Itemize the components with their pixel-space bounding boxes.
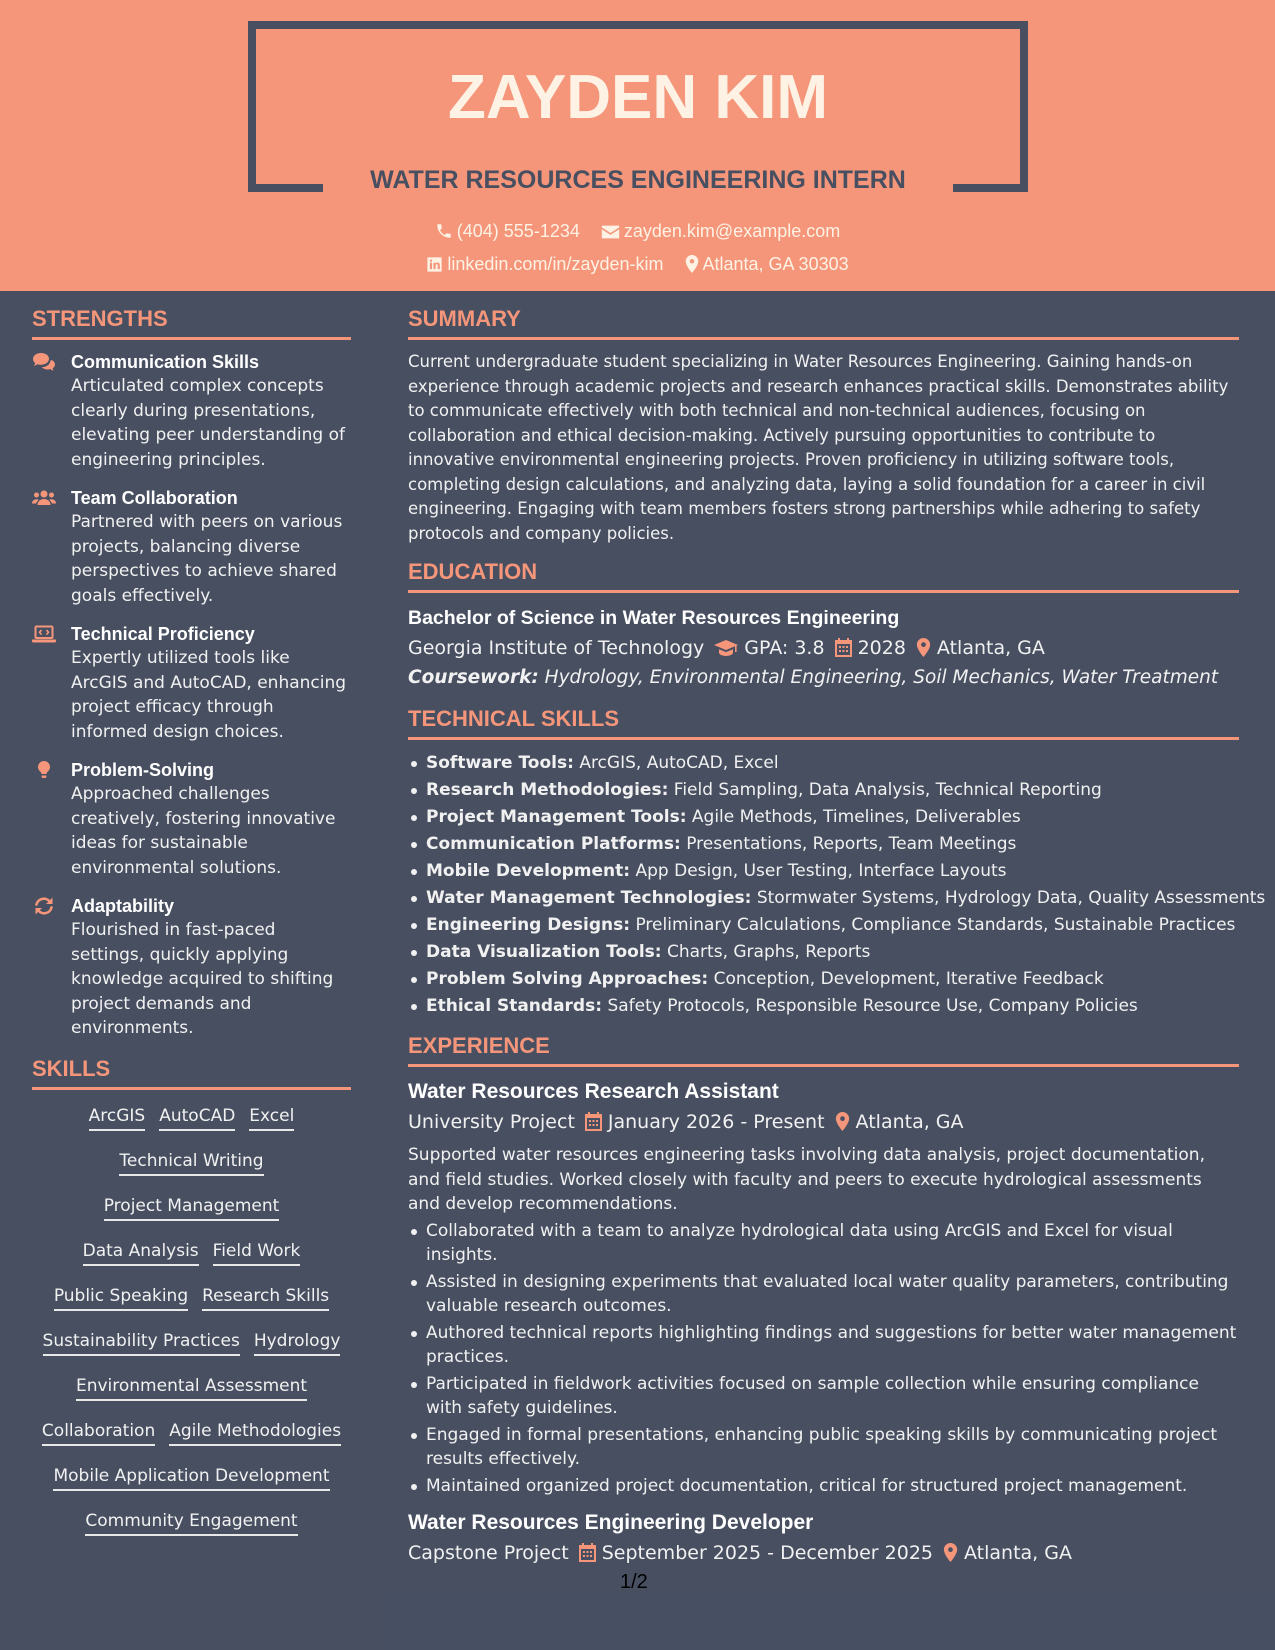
strength-desc: Approached challenges creatively, fostering innovative ideas for sustainable environmental solutions. — [71, 784, 336, 878]
skill-row — [32, 1505, 351, 1550]
skill-category: Engineering Designs: — [426, 915, 631, 935]
strength-desc: Partnered with peers on various projects, balancing diverse perspectives to achieve shared goals effectively. — [71, 512, 343, 606]
education-location: Atlanta, GA — [936, 637, 1045, 659]
list-item — [408, 750, 1239, 777]
skill-values: Conception, Development, Iterative Feedback — [713, 969, 1104, 989]
skill-row — [32, 1325, 351, 1370]
skill-tag: Field Work — [213, 1239, 301, 1266]
skill-values: Agile Methods, Timelines, Deliverables — [691, 807, 1021, 827]
strength-title: Problem-Solving — [71, 760, 215, 780]
skill-values: Charts, Graphs, Reports — [667, 942, 871, 962]
calendar-icon — [835, 638, 852, 657]
skill-values: Preliminary Calculations, Compliance Standards, Sustainable Practices — [635, 915, 1236, 935]
skill-values: ArcGIS, AutoCAD, Excel — [579, 753, 779, 773]
skill-category: Project Management Tools: — [426, 807, 687, 827]
list-item — [408, 858, 1239, 885]
list-item — [408, 885, 1266, 912]
skill-tag: Community Engagement — [85, 1509, 297, 1536]
skill-row — [32, 1235, 351, 1280]
strength-item — [32, 350, 351, 472]
map-marker-icon — [943, 1543, 958, 1562]
strength-desc: Expertly utilized tools like ArcGIS and AutoCAD, enhancing project efficacy through informed design choices. — [71, 648, 347, 742]
education-heading: EDUCATION — [408, 558, 1239, 593]
skill-tag: Research Skills — [202, 1284, 329, 1311]
skill-values: Field Sampling, Data Analysis, Technical Reporting — [673, 780, 1102, 800]
skill-category: Communication Platforms: — [426, 834, 681, 854]
skill-category: Ethical Standards: — [426, 996, 603, 1016]
strength-item — [32, 486, 351, 608]
technical-skills-heading: TECHNICAL SKILLS — [408, 705, 1239, 740]
gpa: GPA: 3.8 — [744, 637, 825, 659]
degree: Bachelor of Science in Water Resources Engineering — [408, 607, 900, 629]
education-meta — [408, 633, 1239, 663]
skill-tag: Mobile Application Development — [53, 1464, 329, 1491]
skill-tag: Data Analysis — [83, 1239, 199, 1266]
location-contact — [685, 254, 849, 275]
list-item — [408, 993, 1239, 1020]
skill-row — [32, 1370, 351, 1415]
list-item — [408, 966, 1239, 993]
job-org: Capstone Project — [408, 1542, 569, 1564]
contact-row-1 — [0, 221, 1275, 242]
phone-icon — [435, 222, 453, 240]
coursework-list: Hydrology, Environmental Engineering, Soil Mechanics, Water Treatment — [544, 667, 1219, 688]
skill-category: Water Management Technologies: — [426, 888, 752, 908]
location-text: Atlanta, GA 30303 — [702, 254, 849, 274]
list-item — [408, 831, 1239, 858]
map-marker-icon — [685, 255, 699, 273]
skill-tag: Agile Methodologies — [169, 1419, 341, 1446]
strength-title: Technical Proficiency — [71, 624, 255, 644]
coursework-label: Coursework: — [408, 667, 539, 688]
linkedin-text: linkedin.com/in/zayden-kim — [447, 254, 664, 274]
job-meta — [408, 1107, 1239, 1137]
calendar-icon — [585, 1112, 602, 1131]
skill-row — [32, 1280, 351, 1325]
skill-tag: Environmental Assessment — [76, 1374, 307, 1401]
candidate-name: ZAYDEN KIM — [447, 63, 829, 132]
skill-row — [32, 1190, 351, 1235]
skill-values: App Design, User Testing, Interface Layouts — [635, 861, 1007, 881]
contact-row-2 — [0, 254, 1275, 275]
page-indicator: 1/2 — [620, 1571, 648, 1593]
laptop-code-icon — [32, 624, 56, 644]
list-item: Maintained organized project documentation, critical for structured project management. — [408, 1474, 1239, 1499]
strength-item — [32, 758, 351, 880]
list-item — [408, 804, 1239, 831]
list-item: Participated in fieldwork activities focused on sample collection while ensuring compliance with safety guidelines. — [408, 1372, 1239, 1421]
skill-row — [32, 1460, 351, 1505]
skill-values: Safety Protocols, Responsible Resource Use, Company Policies — [607, 996, 1138, 1016]
users-icon — [32, 488, 56, 508]
strengths-heading: STRENGTHS — [32, 305, 351, 340]
strength-item — [32, 894, 351, 1041]
coursework — [408, 663, 1239, 693]
skill-category: Software Tools: — [426, 753, 574, 773]
skill-tag: AutoCAD — [159, 1104, 235, 1131]
job-bullets — [408, 1219, 1239, 1499]
linkedin-contact[interactable] — [426, 254, 663, 275]
skill-tag: Sustainability Practices — [43, 1329, 240, 1356]
list-item — [408, 939, 1239, 966]
skill-tag: Hydrology — [254, 1329, 341, 1356]
job-meta — [408, 1538, 1239, 1568]
lightbulb-icon — [32, 760, 56, 780]
job-entry-title: Water Resources Research Assistant — [408, 1080, 779, 1103]
strength-title: Team Collaboration — [71, 488, 238, 508]
skill-category: Research Methodologies: — [426, 780, 669, 800]
skill-row — [32, 1100, 351, 1145]
skill-tag: Excel — [249, 1104, 294, 1131]
graduation-year: 2028 — [857, 637, 906, 659]
skill-tag: ArcGIS — [89, 1104, 146, 1131]
page-bottom-band — [383, 1595, 1275, 1650]
email-contact[interactable] — [601, 221, 840, 242]
list-item — [408, 777, 1239, 804]
strength-item — [32, 622, 351, 744]
job-dates: September 2025 - December 2025 — [601, 1542, 934, 1564]
strength-title: Adaptability — [71, 896, 175, 916]
strength-desc: Articulated complex concepts clearly during presentations, elevating peer understanding of engineering principles. — [71, 376, 345, 470]
summary-text: Current undergraduate student specializing in Water Resources Engineering. Gaining hands-on experience through academic projects and research enhances practical skills. Demonstrates ability to communicate effectively with both technical and non-technical audiences, focusing on collaboration and ethical decision-making. Actively pursuing opportunities to contribute to innovative environmental engineering projects. Proven proficiency in utilizing software tools, completing design calculations, and analyzing data, laying a solid foundation for a career in civil engineering. Engaging with team members fosters strong partnerships while adhering to safety protocols and company policies. — [408, 352, 1229, 543]
skill-category: Data Visualization Tools: — [426, 942, 662, 962]
list-item: Collaborated with a team to analyze hydrological data using ArcGIS and Excel for visual insights. — [408, 1219, 1239, 1268]
skills-list — [32, 1100, 351, 1550]
skill-tag: Technical Writing — [119, 1149, 263, 1176]
job-description: Supported water resources engineering tasks involving data analysis, project documentation, and field studies. Worked closely with faculty and peers to execute hydrological assessments and develop recommendations. — [408, 1145, 1205, 1214]
strength-desc: Flourished in fast-paced settings, quickly applying knowledge acquired to shifting project demands and environments. — [71, 920, 334, 1038]
skill-tag: Public Speaking — [54, 1284, 188, 1311]
envelope-icon — [601, 224, 620, 240]
left-column — [32, 305, 351, 1550]
skill-category: Mobile Development: — [426, 861, 631, 881]
skill-values: Presentations, Reports, Team Meetings — [686, 834, 1017, 854]
list-item: Authored technical reports highlighting findings and suggestions for better water management practices. — [408, 1321, 1239, 1370]
job-entry-title: Water Resources Engineering Developer — [408, 1511, 814, 1534]
list-item: Assisted in designing experiments that evaluated local water quality parameters, contributing valuable research outcomes. — [408, 1270, 1239, 1319]
skill-tag: Collaboration — [42, 1419, 155, 1446]
email-text: zayden.kim@example.com — [623, 221, 841, 241]
header — [0, 0, 1275, 291]
phone-text: (404) 555-1234 — [456, 221, 580, 241]
school: Georgia Institute of Technology — [408, 637, 705, 659]
job-location: Atlanta, GA — [855, 1111, 964, 1133]
strength-title: Communication Skills — [71, 352, 260, 372]
sync-icon — [32, 896, 56, 916]
graduation-cap-icon — [714, 639, 738, 657]
job-org: University Project — [408, 1111, 575, 1133]
job-title: WATER RESOURCES ENGINEERING INTERN — [370, 166, 906, 194]
list-item — [408, 912, 1239, 939]
job-dates: January 2026 - Present — [607, 1111, 825, 1133]
technical-skills-list — [408, 750, 1266, 1020]
experience-heading: EXPERIENCE — [408, 1032, 1239, 1067]
skill-row — [32, 1415, 351, 1460]
skill-values: Stormwater Systems, Hydrology Data, Quality Assessments — [756, 888, 1266, 908]
right-column — [408, 305, 1266, 1574]
skill-tag: Project Management — [104, 1194, 280, 1221]
skill-row — [32, 1145, 351, 1190]
summary-heading: SUMMARY — [408, 305, 1239, 340]
skill-category: Problem Solving Approaches: — [426, 969, 709, 989]
map-marker-icon — [916, 638, 931, 657]
comments-icon — [32, 352, 56, 372]
linkedin-icon — [426, 256, 443, 273]
list-item: Engaged in formal presentations, enhancing public speaking skills by communicating project results effectively. — [408, 1423, 1239, 1472]
skills-heading: SKILLS — [32, 1055, 351, 1090]
phone-contact[interactable] — [435, 221, 580, 242]
calendar-icon — [579, 1543, 596, 1562]
map-marker-icon — [835, 1112, 850, 1131]
job-location: Atlanta, GA — [964, 1542, 1072, 1564]
